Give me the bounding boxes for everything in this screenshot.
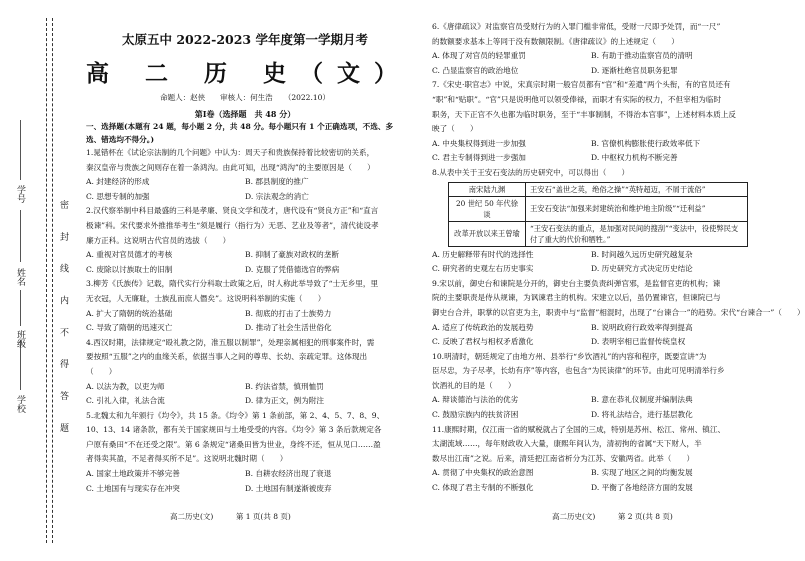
answer-option: A. 扩大了隋朝的统治基础 — [86, 308, 173, 318]
answer-option: A. 中央集权得到进一步加强 — [432, 138, 526, 148]
answer-option: B. 时间越久远历史研究越复杂 — [591, 249, 693, 259]
answer-option: B. 实现了地区之间的均衡发展 — [591, 468, 693, 478]
question-list-left — [86, 146, 404, 496]
question-line: 者得卖其盈，不足者得买所不足”。这说明北魏时期（ ） — [86, 454, 288, 464]
options-grid — [86, 467, 404, 496]
answer-option: C. 研究者的史观左右历史事实 — [432, 264, 534, 274]
answer-option: B. 约法省禁，慎刑恤罚 — [245, 381, 324, 391]
table-cell-source: 20 世纪 50 年代徐谈 — [449, 196, 526, 221]
question-line: 户原有桑田“不在还受之限”。第 6 条规定“诸桑田皆为世业，身终不还，恒从见口……盈 — [86, 439, 381, 449]
question-line: 院的主要职责是侍从规谏，为讽谏君主的机构。宋建立以后，虽仍置谏官，但谏院已与 — [432, 293, 721, 303]
binding-margin — [0, 0, 68, 561]
answer-option: A. 辩谈德治与法治的优劣 — [432, 395, 519, 405]
question-line: 臣尽忠，为子尽孝，长幼有序”等内容，也包含“为民读律”的环节。由此可见明清举行乡 — [432, 366, 725, 376]
question-line: 5.北魏太和九年颁行《均令》，共 15 条。《均令》第 1 条前部，第 2、4、5、7、8、9、 — [86, 410, 385, 420]
seal-notice: 密 封 线 内 不 得 答 题 — [58, 200, 68, 443]
answer-option: C. 反映了君权与相权矛盾激化 — [432, 337, 534, 347]
question-list-right — [432, 20, 805, 496]
exam-meta: 命题人：赵侠 审核人：何生浩 （2022.10） — [160, 93, 330, 102]
answer-option: B. 抑制了豪族对政权的垄断 — [245, 250, 339, 260]
question-line: 秦汉皇帝与贵族之间则存在着一条鸿沟。由此可知，出现“鸿沟”的主要原因是（ ） — [86, 162, 375, 172]
seal-line-inner — [52, 18, 53, 543]
table-cell-view: “王安石变法的重点，是加强对民间的搜刮”“变法中，役使弊民支付了重大的代价和牺牲。” — [526, 221, 748, 246]
answer-option: C. 体现了君主专制的不断强化 — [432, 483, 534, 493]
answer-option: C. 君主专制得到进一步强加 — [432, 153, 526, 163]
answer-option: A. 贯彻了中央集权的政治意图 — [432, 468, 534, 478]
answer-option: D. 历史研究方式决定历史结论 — [591, 264, 693, 274]
answer-option: C. 导致了隋朝的迅速灭亡 — [86, 323, 173, 333]
question — [86, 146, 404, 204]
question-line: 无衣冠，人无廉耻，士族乱而庶人僭矣”。这说明科举制的实施（ ） — [86, 293, 326, 303]
answer-option: D. 推动了社会生活世俗化 — [245, 323, 332, 333]
answer-option: D. 克服了凭借德选官的弊病 — [245, 264, 340, 274]
exam-title: 太原五中 2022-2023 学年度第一学期月考 — [122, 32, 368, 47]
question — [86, 336, 404, 409]
answer-option: C. 引礼入律，礼法合流 — [86, 396, 165, 406]
answer-option: D. 平衡了各地经济方面的发展 — [591, 483, 693, 493]
question-line: 9.宋以前，御史台和谏院是分开的，御史台主要负责纠弹官邪，是监督官吏的机构；谏 — [432, 278, 721, 288]
question-line: 10、13、14 诸条款，都有关于国家规田与土地受受的内容。《均令》第 3 条后款规定各 — [86, 425, 382, 435]
question-line: 1.晁错杯在《试论宗法制的几个问题》中认为：周天子和贵族保持着比较密切的关系， — [86, 148, 375, 157]
question-line: 太湖流域……，每年财政收入大量，康熙年间认为，清初拘的省属“天下财人，半 — [432, 439, 702, 449]
section-heading: 第Ⅰ卷（选择题 共 48 分） — [194, 109, 296, 119]
question — [86, 409, 404, 497]
table-row — [449, 182, 748, 196]
table-row — [449, 196, 748, 221]
answer-option: D. 土地国有制遂渐被废弃 — [245, 483, 332, 493]
question — [432, 350, 750, 423]
question-line: （ ） — [86, 366, 117, 376]
answer-option: C. 废除以讨族取士的旧制 — [86, 264, 173, 274]
name-field-label: 姓名 — [15, 268, 25, 286]
answer-option: D. 逐渐杜绝官员职务犯罪 — [591, 65, 678, 75]
answer-option: D. 表明宰相已监督传统皇权 — [591, 337, 686, 347]
question-line: 御史台合并，职掌的以官吏为主，职责中与“监督”相混时，出现了“台谏合一”的趋势。宋代“台谏合一”（ ） — [432, 307, 805, 317]
answer-option: A. 国家土地政策并不够完善 — [86, 469, 180, 479]
answer-option: A. 以法为教，以吏为师 — [86, 381, 165, 391]
options-grid — [432, 248, 750, 277]
question-line: 数尽出江南”之说。后来，清廷把江南省析分为江苏、安徽两省。此举（ ） — [432, 453, 695, 463]
name-field-line — [20, 210, 21, 262]
answer-option: B. 有助于推动监察官员的清明 — [591, 51, 693, 61]
subject-title: 高 二 历 史（文） — [86, 60, 412, 87]
table-row — [449, 221, 748, 246]
question-line: 廉方正科。这说明古代官员的选拔（ ） — [86, 235, 231, 245]
answer-option: C. 凸显监察官的政治地位 — [432, 65, 519, 75]
school-field-label: 学校 — [15, 395, 25, 413]
question — [432, 423, 750, 496]
seal-line — [46, 18, 47, 543]
table-cell-source: 南宋陆九渊 — [449, 182, 526, 196]
question-line: “职”和“贴职”。“官”只是说明他可以领受俸禄，而职才有实际的权力，不但宰相为临时 — [432, 94, 722, 104]
question — [432, 78, 750, 166]
id-field-line — [20, 120, 21, 180]
options-grid — [432, 137, 750, 166]
options-grid — [86, 248, 404, 277]
answer-option: D. 将礼法结合，进行基层教化 — [591, 410, 693, 420]
question-line: 6.《唐律疏议》对监察官员受财行为的入罪门槛非常低，受财一尺即予处罚，而“一尺” — [432, 22, 721, 31]
answer-option: B. 说明政府行政效率得到提高 — [591, 322, 693, 332]
question-line: 要按照“五服”之内的血缘关系，依据当事人之间的尊卑、长幼、亲疏定罪。这体现出 — [86, 352, 368, 362]
id-field-label: 学号 — [15, 185, 25, 203]
question-line: 的数额要求基本上等同于没有数额限制。《唐律疏议》的上述规定（ ） — [432, 36, 679, 46]
class-field-label: 班级 — [15, 330, 25, 348]
table-cell-view: 王安石“盖世之英，绝俗之操”“英特超迈，不屑于流俗” — [526, 182, 748, 196]
instructions: 一、选择题(本题有 24 题，每小题 2 分，共 48 分。每小题只有 1 个正确选项，不选、多选、错选均不得分。) — [86, 122, 394, 144]
answer-option: A. 体现了对官员的轻罪重罚 — [432, 51, 526, 61]
question-line: 极谏”科。宋代要求外推推举考生“须是履行（指行为）无恶、艺业及等者”，清代徒设孝 — [86, 220, 379, 230]
page-footer-left: 高二历史(文) 第 1 页(共 8 页) — [170, 512, 291, 521]
answer-option: B. 自耕农经济出现了衰退 — [245, 469, 332, 479]
answer-option: A. 历史解释带有时代的选择性 — [432, 249, 534, 259]
question-line: 3.柳芳《氏族传》记载，隋代实行分科取士政策之后，时人称此举导致了“士无乡里，里 — [86, 279, 379, 289]
table-cell-view: 王安石变法“加强来封建统治和维护地主阶级”“迁利益” — [526, 196, 748, 221]
answer-option: B. 彻底的打击了士族势力 — [245, 308, 332, 318]
question — [86, 277, 404, 335]
options-grid — [432, 393, 750, 422]
question-line: 7.《宋史·职官志》中说，宋真宗时期一般官员都有“官”和“差遣”两个头衔，有的官员还有 — [432, 80, 731, 90]
answer-option: D. 中枢权力机构不断完善 — [591, 153, 678, 163]
options-grid — [86, 175, 404, 204]
question — [432, 20, 750, 78]
question — [432, 277, 805, 350]
answer-option: D. 宗法观念的消亡 — [245, 191, 309, 201]
data-table — [448, 182, 748, 247]
question-line: 10.明清时，朝廷规定了由地方州、县举行“乡饮酒礼”的内容和程序，既要宣讲“为 — [432, 351, 707, 361]
answer-option: C. 土地国有与现实存在冲突 — [86, 483, 180, 493]
question-line: 映了（ ） — [432, 124, 478, 134]
answer-option: B. 郡县制度的推广 — [245, 177, 309, 187]
question — [86, 204, 404, 277]
options-grid — [86, 307, 404, 336]
answer-option: B. 官僚机构膨胀使行政效率低下 — [591, 138, 701, 148]
answer-option: A. 封建经济的形成 — [86, 177, 150, 187]
class-field-line — [20, 290, 21, 326]
answer-option: D. 律为正文，例为附注 — [245, 396, 324, 406]
options-grid — [432, 49, 750, 78]
question-line: 职务，天下正官不久也都为临时职务，至于“丰事制制，不得治本官事”，上述材料本质上反 — [432, 109, 736, 119]
page-footer-right: 高二历史(文) 第 2 页(共 8 页) — [552, 512, 673, 521]
question-line: 饮酒礼的目的是（ ） — [432, 380, 516, 390]
answer-option: A. 适应了传统政治的发展趋势 — [432, 322, 534, 332]
options-grid — [432, 321, 750, 350]
question-line: 4.西汉时期，法律规定“殴礼教之防，准五服以制罪”，处理亲属相犯的刑事案件时，需 — [86, 337, 375, 347]
page-1 — [86, 20, 412, 496]
question-line: 8.从表中关于王安石变法的历史研究中，可以得出（ ） — [432, 167, 630, 177]
answer-option: C. 思想专制的加强 — [86, 191, 150, 201]
options-grid — [432, 466, 750, 495]
table-cell-source: 改革开放以来王曾瑜 — [449, 221, 526, 246]
answer-option: B. 意在恭礼仪制度并编制法典 — [591, 395, 693, 405]
question — [432, 166, 750, 277]
page-2 — [432, 20, 805, 496]
answer-option: C. 鼓励宗族内的扶贫济困 — [432, 410, 519, 420]
options-grid — [86, 380, 404, 409]
answer-option: A. 重视对官员德才的考核 — [86, 250, 173, 260]
question-line: 2.汉代察举制中科目最盛的三科是孝廉、贤良文学和茂才，唐代设有“贤良方正”和“直言 — [86, 206, 379, 216]
question-line: 11.康熙时期，仅江南一省的赋税就占了全国的三成，特别是苏州、松江、常州、镇江、 — [432, 424, 726, 434]
